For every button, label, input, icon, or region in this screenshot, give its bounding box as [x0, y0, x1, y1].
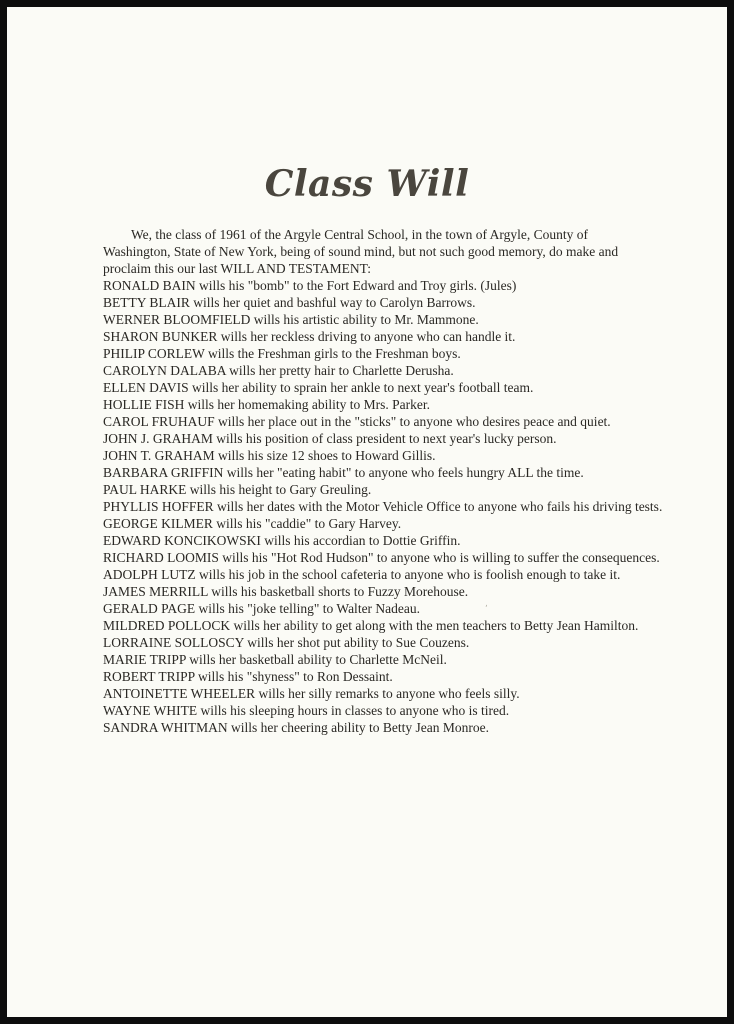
ink-smudge-mark: , — [485, 599, 488, 609]
list-item: PHILIP CORLEW wills the Freshman girls to the Freshman boys. — [103, 346, 461, 361]
list-item: EDWARD KONCIKOWSKI wills his accordian to Dottie Griffin. — [103, 533, 461, 548]
list-item: JOHN J. GRAHAM wills his position of class president to next year's lucky person. — [103, 431, 557, 446]
list-item: WERNER BLOOMFIELD wills his artistic ability to Mr. Mammone. — [103, 312, 479, 327]
list-item: RICHARD LOOMIS wills his "Hot Rod Hudson" to anyone who is willing to suffer the consequences. — [103, 550, 660, 565]
list-item: HOLLIE FISH wills her homemaking ability to Mrs. Parker. — [103, 397, 430, 412]
wills-list — [103, 277, 673, 736]
intro-text: We, the class of 1961 of the Argyle Central School, in the town of Argyle, County of Washington, State of New York, being of sound mind, but not such good memory, do make and proclaim this our last WILL AND TESTAMENT: — [103, 226, 619, 276]
list-item: ADOLPH LUTZ wills his job in the school cafeteria to anyone who is foolish enough to take it. — [103, 567, 621, 582]
list-item: GERALD PAGE wills his "joke telling" to Walter Nadeau. — [103, 601, 421, 616]
list-item: LORRAINE SOLLOSCY wills her shot put ability to Sue Couzens. — [103, 635, 470, 650]
page-title: Class Will — [264, 163, 470, 206]
list-item: MILDRED POLLOCK wills her ability to get along with the men teachers to Betty Jean Hamilton. — [103, 618, 639, 633]
list-item: PHYLLIS HOFFER wills her dates with the Motor Vehicle Office to anyone who fails his driving tests. — [103, 499, 663, 514]
intro-paragraph — [103, 226, 643, 277]
list-item: JOHN T. GRAHAM wills his size 12 shoes to Howard Gillis. — [103, 448, 436, 463]
list-item: SHARON BUNKER wills her reckless driving to anyone who can handle it. — [103, 329, 516, 344]
list-item: CAROL FRUHAUF wills her place out in the "sticks" to anyone who desires peace and quiet. — [103, 414, 611, 429]
document-page — [7, 7, 727, 1017]
list-item: ANTOINETTE WHEELER wills her silly remarks to anyone who feels silly. — [103, 686, 520, 701]
list-item: JAMES MERRILL wills his basketball shorts to Fuzzy Morehouse. — [103, 584, 469, 599]
list-item: ROBERT TRIPP wills his "shyness" to Ron Dessaint. — [103, 669, 393, 684]
list-item: MARIE TRIPP wills her basketball ability to Charlette McNeil. — [103, 652, 447, 667]
list-item: ELLEN DAVIS wills her ability to sprain her ankle to next year's football team. — [103, 380, 534, 395]
list-item: WAYNE WHITE wills his sleeping hours in classes to anyone who is tired. — [103, 703, 510, 718]
list-item: CAROLYN DALABA wills her pretty hair to Charlette Derusha. — [103, 363, 454, 378]
list-item: RONALD BAIN wills his "bomb" to the Fort Edward and Troy girls. (Jules) — [103, 278, 517, 293]
list-item: BARBARA GRIFFIN wills her "eating habit" to anyone who feels hungry ALL the time. — [103, 465, 584, 480]
list-item: BETTY BLAIR wills her quiet and bashful way to Carolyn Barrows. — [103, 295, 476, 310]
list-item: PAUL HARKE wills his height to Gary Greuling. — [103, 482, 372, 497]
list-item: SANDRA WHITMAN wills her cheering ability to Betty Jean Monroe. — [103, 720, 489, 735]
list-item: GEORGE KILMER wills his "caddie" to Gary Harvey. — [103, 516, 402, 531]
